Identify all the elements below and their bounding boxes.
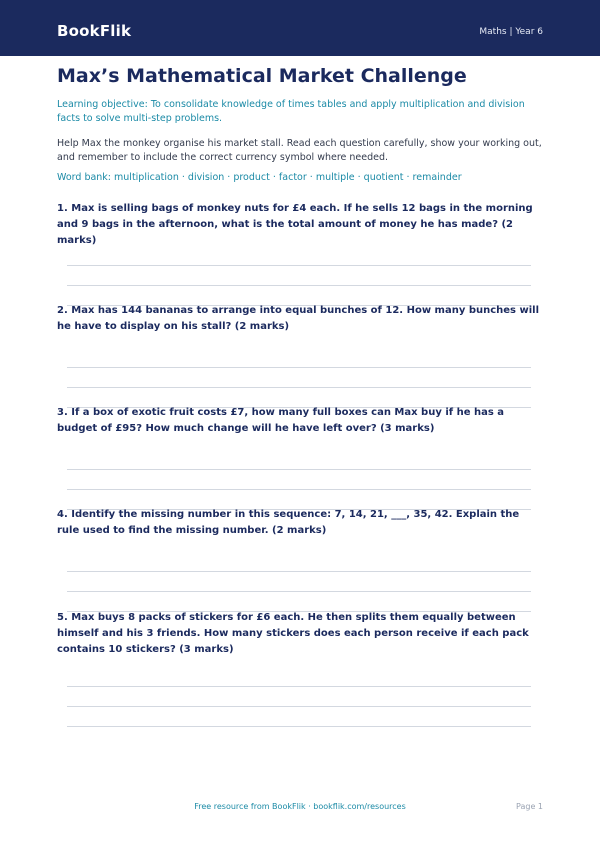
answer-line[interactable]	[67, 285, 531, 286]
answer-line[interactable]	[67, 591, 531, 592]
question-3: 3. If a box of exotic fruit costs £7, how many full boxes can Max buy if he has a budget of £95? How much change will he have left over? (3 marks)	[57, 407, 505, 434]
word-bank: Word bank: multiplication · division · product · factor · multiple · quotient · remainder	[57, 172, 462, 183]
instructions: Help Max the monkey organise his market stall. Read each question carefully, show your working out, and remember to include the correct currency symbol where needed.	[57, 138, 542, 163]
answer-line[interactable]	[67, 265, 531, 266]
answer-line[interactable]	[67, 571, 531, 572]
page-title: Max’s Mathematical Market Challenge	[57, 65, 467, 87]
page-number: Page 1	[516, 802, 543, 811]
learning-objective: Learning objective: To consolidate knowledge of times tables and apply multiplication and division facts to solve multi-step problems.	[57, 99, 525, 124]
question-4: 4. Identify the missing number in this sequence: 7, 14, 21, ___, 35, 42. Explain the rule used to find the missing number. (2 marks)	[57, 509, 520, 536]
answer-line[interactable]	[67, 469, 531, 470]
subject-year-label: Maths | Year 6	[479, 27, 543, 37]
answer-line[interactable]	[67, 706, 531, 707]
answer-line[interactable]	[67, 686, 531, 687]
page-header	[0, 0, 600, 56]
brand-logo[interactable]: BookFlik	[57, 22, 132, 40]
question-2: 2. Max has 144 bananas to arrange into equal bunches of 12. How many bunches will he have to display on his stall? (2 marks)	[57, 305, 540, 332]
answer-line[interactable]	[67, 387, 531, 388]
question-5: 5. Max buys 8 packs of stickers for £6 each. He then splits them equally between himself and his 3 friends. How many stickers does each person receive if each pack contains 10 stickers? (3 marks)	[57, 612, 529, 655]
answer-line[interactable]	[67, 367, 531, 368]
footer-link[interactable]: Free resource from BookFlik · bookflik.com/resources	[194, 802, 406, 811]
answer-line[interactable]	[67, 489, 531, 490]
question-1: 1. Max is selling bags of monkey nuts for £4 each. If he sells 12 bags in the morning and 9 bags in the afternoon, what is the total amount of money he has made? (2 marks)	[57, 203, 533, 246]
answer-line[interactable]	[67, 726, 531, 727]
